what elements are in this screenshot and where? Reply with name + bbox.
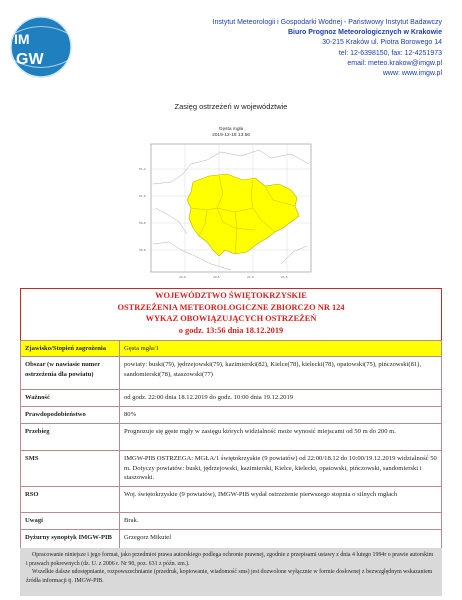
copyright-notice <box>20 548 442 596</box>
map-title: Zasięg ostrzeżeń w województwie <box>174 102 288 111</box>
svg-text:20.0: 20.0 <box>179 275 186 279</box>
table-row <box>21 424 442 451</box>
bulletin-number: OSTRZEŻENIA METEOROLOGICZNE ZBIORCZO NR 124 <box>117 302 345 312</box>
website: www: www.imgw.pl <box>382 70 442 78</box>
row-value: Woj. świętokrzyskie (9 powiatów), IMGW-PIB wydał ostrzeżenie pierwszego stopnia o silnych mgłach <box>120 487 442 513</box>
email: email: meteo.krakow@imgw.pl <box>347 59 442 67</box>
table-row <box>21 357 442 390</box>
warning-table <box>20 340 442 550</box>
row-label: Ważność <box>21 390 120 407</box>
copyright-paragraph: Opracowanie niniejsze i jego format, jako przedmiot prawa autorskiego podlega ochronie prawnej, zgodnie z przepisami ustawy z dnia 4 lutego 1994r o prawie autorskim i prawach pokrewnych (dz. U. z 2006 r. Nr 90, poz. 631 z późn. zm.). <box>26 552 434 567</box>
svg-text:20.5: 20.5 <box>213 275 220 279</box>
svg-text:51.0: 51.0 <box>139 194 146 198</box>
warnings-list-title: WYKAZ OBOWIĄZUJĄCYCH OSTRZEŻEŃ <box>145 314 317 324</box>
row-label: Uwagi <box>21 513 120 530</box>
row-label: RSO <box>21 487 120 513</box>
row-label: Przebieg <box>21 424 120 451</box>
institute-name: Instytut Meteorologii i Gospodarki Wodnej - Państwowy Instytut Badawczy <box>212 19 442 26</box>
warning-heading <box>20 288 442 340</box>
row-value: IMGW-PIB OSTRZEGA: MGŁA/1 świętokrzyskie (9 powiatów) od 22:00/18.12 do 10:00/19.12.2019 widzialność 50 m. Dotyczy powiatów: buski, jędrzejowski, kazimierski, Kielce, kielecki, opatowski, pińczowski, sandomierski i staszowski. <box>120 451 442 487</box>
svg-text:51.2: 51.2 <box>139 167 146 171</box>
row-value: powiaty: buski(79), jędrzejowski(79), kazimierski(82), Kielce(78), kielecki(78), opatowski(75), pińczowski(81), sandomierski(78), staszowski(77) <box>120 357 442 390</box>
row-label: Dyżurny synoptyk IMGW-PIB <box>21 530 120 550</box>
table-row <box>21 390 442 407</box>
bureau-name: Biuro Prognoz Meteorologicznych w Krakowie <box>287 29 442 37</box>
svg-text:21.0: 21.0 <box>247 275 254 279</box>
issue-time: o godz. 13:56 dnia 18.12.2019 <box>178 325 284 335</box>
map-graphic <box>131 124 331 284</box>
row-label: Obszar (w nawiasie numer ostrzeżenia dla powiatu) <box>21 357 120 390</box>
row-value: Brak. <box>120 513 442 530</box>
table-row <box>21 341 442 357</box>
institute-header <box>213 18 442 79</box>
imgw-logo <box>8 14 74 80</box>
phone-fax: tel: 12-6398150, fax: 12-4251973 <box>338 49 442 57</box>
row-value: Grzegorz Mikutel <box>120 530 442 550</box>
row-label: Prawdopodobieństwo <box>21 407 120 424</box>
address: 30-215 Kraków ul. Piotra Borowego 14 <box>322 39 442 47</box>
row-value: Prognozuje się gęste mgły w zasięgu których widzialność może wynosić miejscami od 50 m do 200 m. <box>120 424 442 451</box>
table-row <box>21 530 442 550</box>
table-row <box>21 407 442 424</box>
row-label: SMS <box>21 451 120 487</box>
imgw-logo-graphic <box>8 14 74 80</box>
svg-text:GW: GW <box>16 51 44 68</box>
svg-text:IM: IM <box>14 31 30 47</box>
row-value: od godz. 22:00 dnia 18.12.2019 do godz. 10:00 dnia 19.12.2019 <box>120 390 442 407</box>
row-value: Gęsta mgła/1 <box>120 341 442 357</box>
voivodeship-title: WOJEWÓDZTWO ŚWIĘTOKRZYSKIE <box>155 291 307 300</box>
warning-map <box>131 124 331 284</box>
map-subtitle-phenomenon: Gęsta mgła <box>218 127 244 132</box>
row-value: 80% <box>120 407 442 424</box>
svg-text:50.8: 50.8 <box>139 221 146 225</box>
table-row <box>21 513 442 530</box>
row-label: Zjawisko/Stopień zagrożenia <box>21 341 120 357</box>
table-row <box>21 451 442 487</box>
map-subtitle-date: 2019-12-18 13:56 <box>212 133 250 138</box>
svg-text:50.6: 50.6 <box>139 248 146 252</box>
svg-text:21.5: 21.5 <box>281 275 288 279</box>
redistribution-paragraph: Wszelkie dalsze udostępnianie, rozpowszechnianie (przedruk, kopiowanie, wiadomość sms) jest dozwolone wyłącznie w formie dosłownej z bezwzględnym wskazaniem źródła informacji tj. IMGW-PIB. <box>26 569 433 584</box>
table-row <box>21 487 442 513</box>
